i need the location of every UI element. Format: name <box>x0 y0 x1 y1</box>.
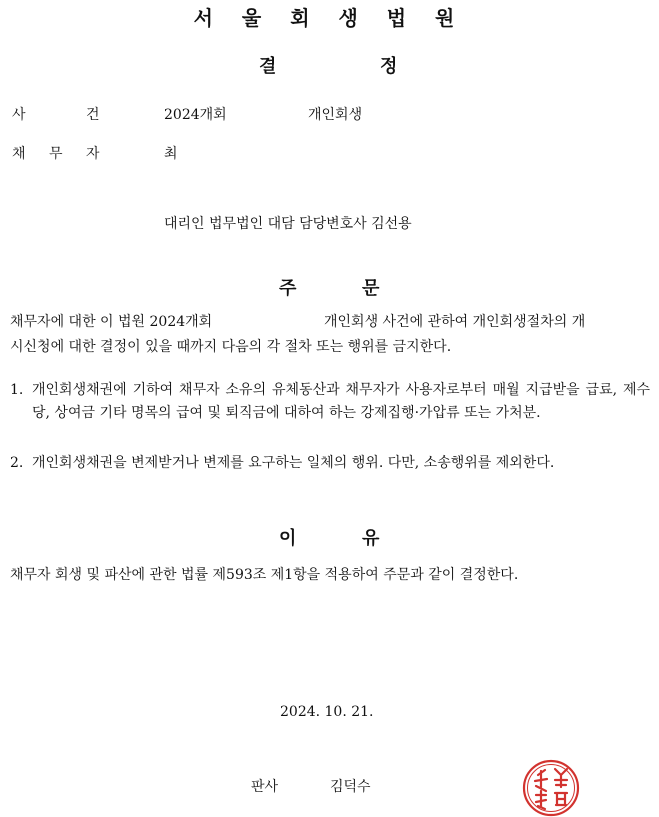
judge-name: 김덕수 <box>330 779 371 795</box>
case-label-char-2: 건 <box>86 107 100 123</box>
case-type: 개인회생 <box>308 107 363 123</box>
decision-date: 2024. 10. 21. <box>280 704 374 720</box>
judge-seal-icon <box>521 757 581 817</box>
agent-line: 대리인 법무법인 대담 담당변호사 김선용 <box>164 216 412 232</box>
reason-heading-right: 유 <box>362 528 380 549</box>
judge-title: 판사 <box>251 779 279 795</box>
reason-heading-left: 이 <box>279 528 297 549</box>
doc-type-left: 결 <box>259 56 277 77</box>
order-heading-left: 주 <box>279 278 297 299</box>
debtor-label-char-1: 채 <box>12 146 26 162</box>
case-label-char-1: 사 <box>12 107 26 123</box>
order-item-number: 1. <box>10 382 24 398</box>
order-list-item <box>10 452 650 475</box>
doc-type-right: 정 <box>380 56 398 77</box>
order-intro-part2: 개인회생 사건에 관하여 개인회생절차의 개 <box>324 314 586 330</box>
order-item-text: 개인회생채권에 기하여 채무자 소유의 유체동산과 채무자가 사용자로부터 매월 지급받을 급료, 제수당, 상여금 기타 명목의 급여 및 퇴직금에 대하여 하는 강제집행·가압류 또는 가처분. <box>32 382 650 421</box>
debtor-label-char-3: 자 <box>86 146 100 162</box>
debtor-label-char-2: 무 <box>49 146 63 162</box>
debtor-name: 최 <box>164 146 178 162</box>
order-intro-line2: 시신청에 대한 결정이 있을 때까지 다음의 각 절차 또는 행위를 금지한다. <box>10 339 452 355</box>
court-name: 서 울 회 생 법 원 <box>193 6 466 30</box>
order-item-number: 2. <box>10 455 24 471</box>
order-item-text: 개인회생채권을 변제받거나 변제를 요구하는 일체의 행위. 다만, 소송행위를 제외한다. <box>32 455 555 471</box>
reason-text: 채무자 회생 및 파산에 관한 법률 제593조 제1항을 적용하여 주문과 같이 결정한다. <box>10 567 519 583</box>
case-number: 2024개회 <box>164 107 227 123</box>
order-list-item <box>10 379 650 425</box>
order-intro-part1: 채무자에 대한 이 법원 2024개회 <box>10 314 213 330</box>
order-heading-right: 문 <box>362 278 380 299</box>
